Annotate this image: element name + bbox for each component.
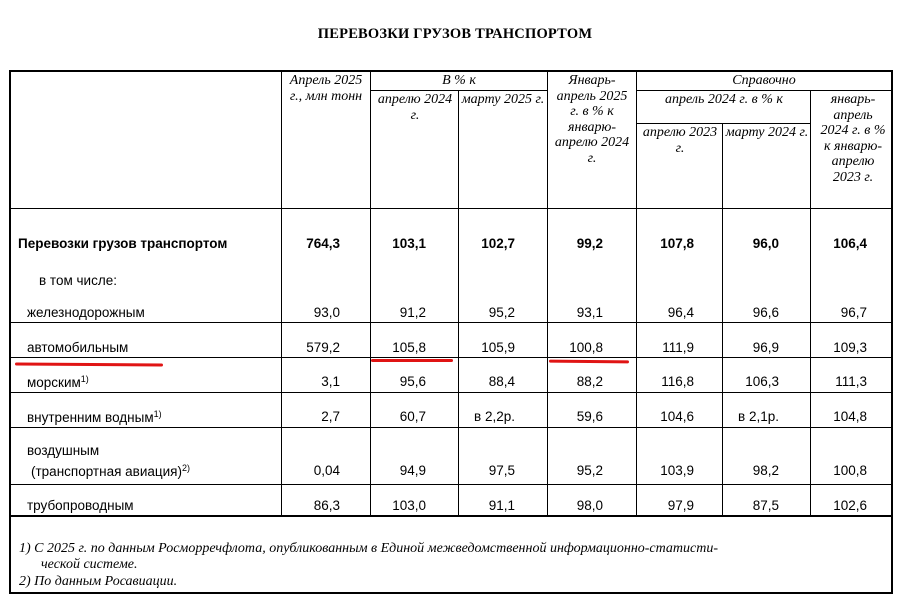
table-cell: 102,6: [833, 498, 867, 513]
header-divider: [636, 90, 891, 91]
table-footnote-rule: [11, 515, 891, 517]
footnote-1: 1) С 2025 г. по данным Росморречфлота, опубликованным в Единой межведомственной информационно-статисти-: [19, 541, 719, 556]
table-cell: 96,7: [840, 305, 867, 320]
row-label-sea-text: морским: [27, 375, 81, 390]
table-cell: 88,4: [488, 374, 515, 389]
highlight-underline-105-8: [371, 359, 453, 362]
table-cell: 105,9: [481, 340, 515, 355]
row-divider: [11, 427, 891, 428]
table-cell: 86,3: [313, 498, 340, 513]
footnote-2: 2) По данным Росавиации.: [19, 574, 178, 589]
table-cell: 579,2: [306, 340, 340, 355]
table-cell: 99,2: [576, 236, 603, 251]
row-label-including: в том числе:: [39, 273, 117, 288]
table-cell: 96,4: [667, 305, 694, 320]
footnote-ref: 1): [153, 409, 162, 419]
table-cell: 116,8: [661, 374, 694, 389]
row-divider: [11, 484, 891, 485]
table-cell: 2,7: [321, 409, 340, 424]
table-cell: 103,0: [392, 498, 426, 513]
footnote-ref: 1): [80, 374, 89, 384]
header-col1: Апрель 2025 г., млн тонн: [289, 73, 363, 104]
row-label-pipeline: трубопроводным: [27, 498, 134, 513]
table-cell: 103,1: [392, 236, 426, 251]
col-divider: [636, 72, 637, 516]
table-cell: 100,8: [833, 463, 867, 478]
table-cell: 91,1: [488, 498, 515, 513]
row-label-rail: железнодорожным: [27, 305, 145, 320]
header-col4: Январь-апрель 2025 г. в % к январю-апрелю 2024 г.: [554, 73, 630, 166]
table-cell: 97,9: [667, 498, 694, 513]
table-cell: 96,6: [752, 305, 779, 320]
col-divider: [547, 72, 548, 516]
header-bottom-rule: [11, 208, 891, 209]
table-cell: 59,6: [576, 409, 603, 424]
row-divider: [11, 322, 891, 323]
table-cell: 91,2: [399, 305, 426, 320]
table-cell: 100,8: [569, 340, 603, 355]
header-col5: апрелю 2023 г.: [642, 125, 718, 156]
table-cell: 98,2: [752, 463, 779, 478]
header-col2: апрелю 2024 г.: [377, 92, 453, 123]
row-divider: [11, 392, 891, 393]
table-cell: 97,5: [488, 463, 515, 478]
row-label-air-sub: [31, 463, 190, 479]
row-divider: [11, 357, 891, 358]
footnote-ref: 2): [181, 463, 190, 473]
row-label-inland-text: внутренним водным: [27, 410, 154, 425]
row-label-air-sub-text: (транспортная авиация): [31, 464, 182, 479]
header-group-ref: Справочно: [732, 73, 796, 88]
table-cell: 0,04: [313, 463, 340, 478]
table-cell: 87,5: [752, 498, 779, 513]
table-cell: 104,6: [660, 409, 694, 424]
row-label-road: автомобильным: [27, 340, 129, 355]
table-cell: 111,3: [835, 374, 867, 389]
row-label-air: воздушным: [27, 443, 100, 458]
table-cell: 111,9: [662, 340, 694, 355]
table-cell: 93,0: [313, 305, 340, 320]
table-cell: 3,1: [321, 374, 340, 389]
table-cell: 93,1: [576, 305, 603, 320]
table-cell: в 2,2р.: [474, 409, 515, 424]
header-divider: [636, 123, 810, 124]
table-cell: 95,2: [576, 463, 603, 478]
table-cell: 102,7: [481, 236, 515, 251]
header-subgroup-ref: апрель 2024 г. в % к: [665, 92, 783, 107]
footnote-1-cont: ческой системе.: [41, 557, 138, 572]
header-col6: марту 2024 г.: [725, 125, 809, 140]
row-label-inland: [27, 409, 162, 425]
header-group-v-pct: В % к: [442, 73, 476, 88]
header-col7: январь-апрель 2024 г. в % к январю-апрелю 2023 г.: [820, 92, 886, 185]
table-cell: 60,7: [399, 409, 426, 424]
table-cell: 103,9: [660, 463, 694, 478]
table-cell: 95,2: [488, 305, 515, 320]
page-title: ПЕРЕВОЗКИ ГРУЗОВ ТРАНСПОРТОМ: [317, 26, 593, 42]
table-cell: в 2,1р.: [738, 409, 779, 424]
table-cell: 95,6: [399, 374, 426, 389]
row-label-sea: [27, 374, 89, 390]
table-cell: 106,3: [745, 374, 779, 389]
table-cell: 88,2: [576, 374, 603, 389]
table-cell: 107,8: [660, 236, 694, 251]
col-divider: [458, 90, 459, 516]
col-divider: [281, 72, 282, 516]
table-cell: 94,9: [399, 463, 426, 478]
table-cell: 96,0: [752, 236, 779, 251]
table-cell: 764,3: [306, 236, 340, 251]
col-divider: [810, 90, 811, 516]
table-cell: 106,4: [833, 236, 867, 251]
table-cell: 104,8: [833, 409, 867, 424]
table-cell: 98,0: [576, 498, 603, 513]
table-cell: 96,9: [752, 340, 779, 355]
header-divider: [370, 90, 547, 91]
table-cell: 105,8: [392, 340, 426, 355]
col-divider: [370, 72, 371, 516]
header-col3: марту 2025 г.: [461, 92, 545, 107]
row-label-total: Перевозки грузов транспортом: [18, 236, 228, 251]
table-cell: 109,3: [833, 340, 867, 355]
